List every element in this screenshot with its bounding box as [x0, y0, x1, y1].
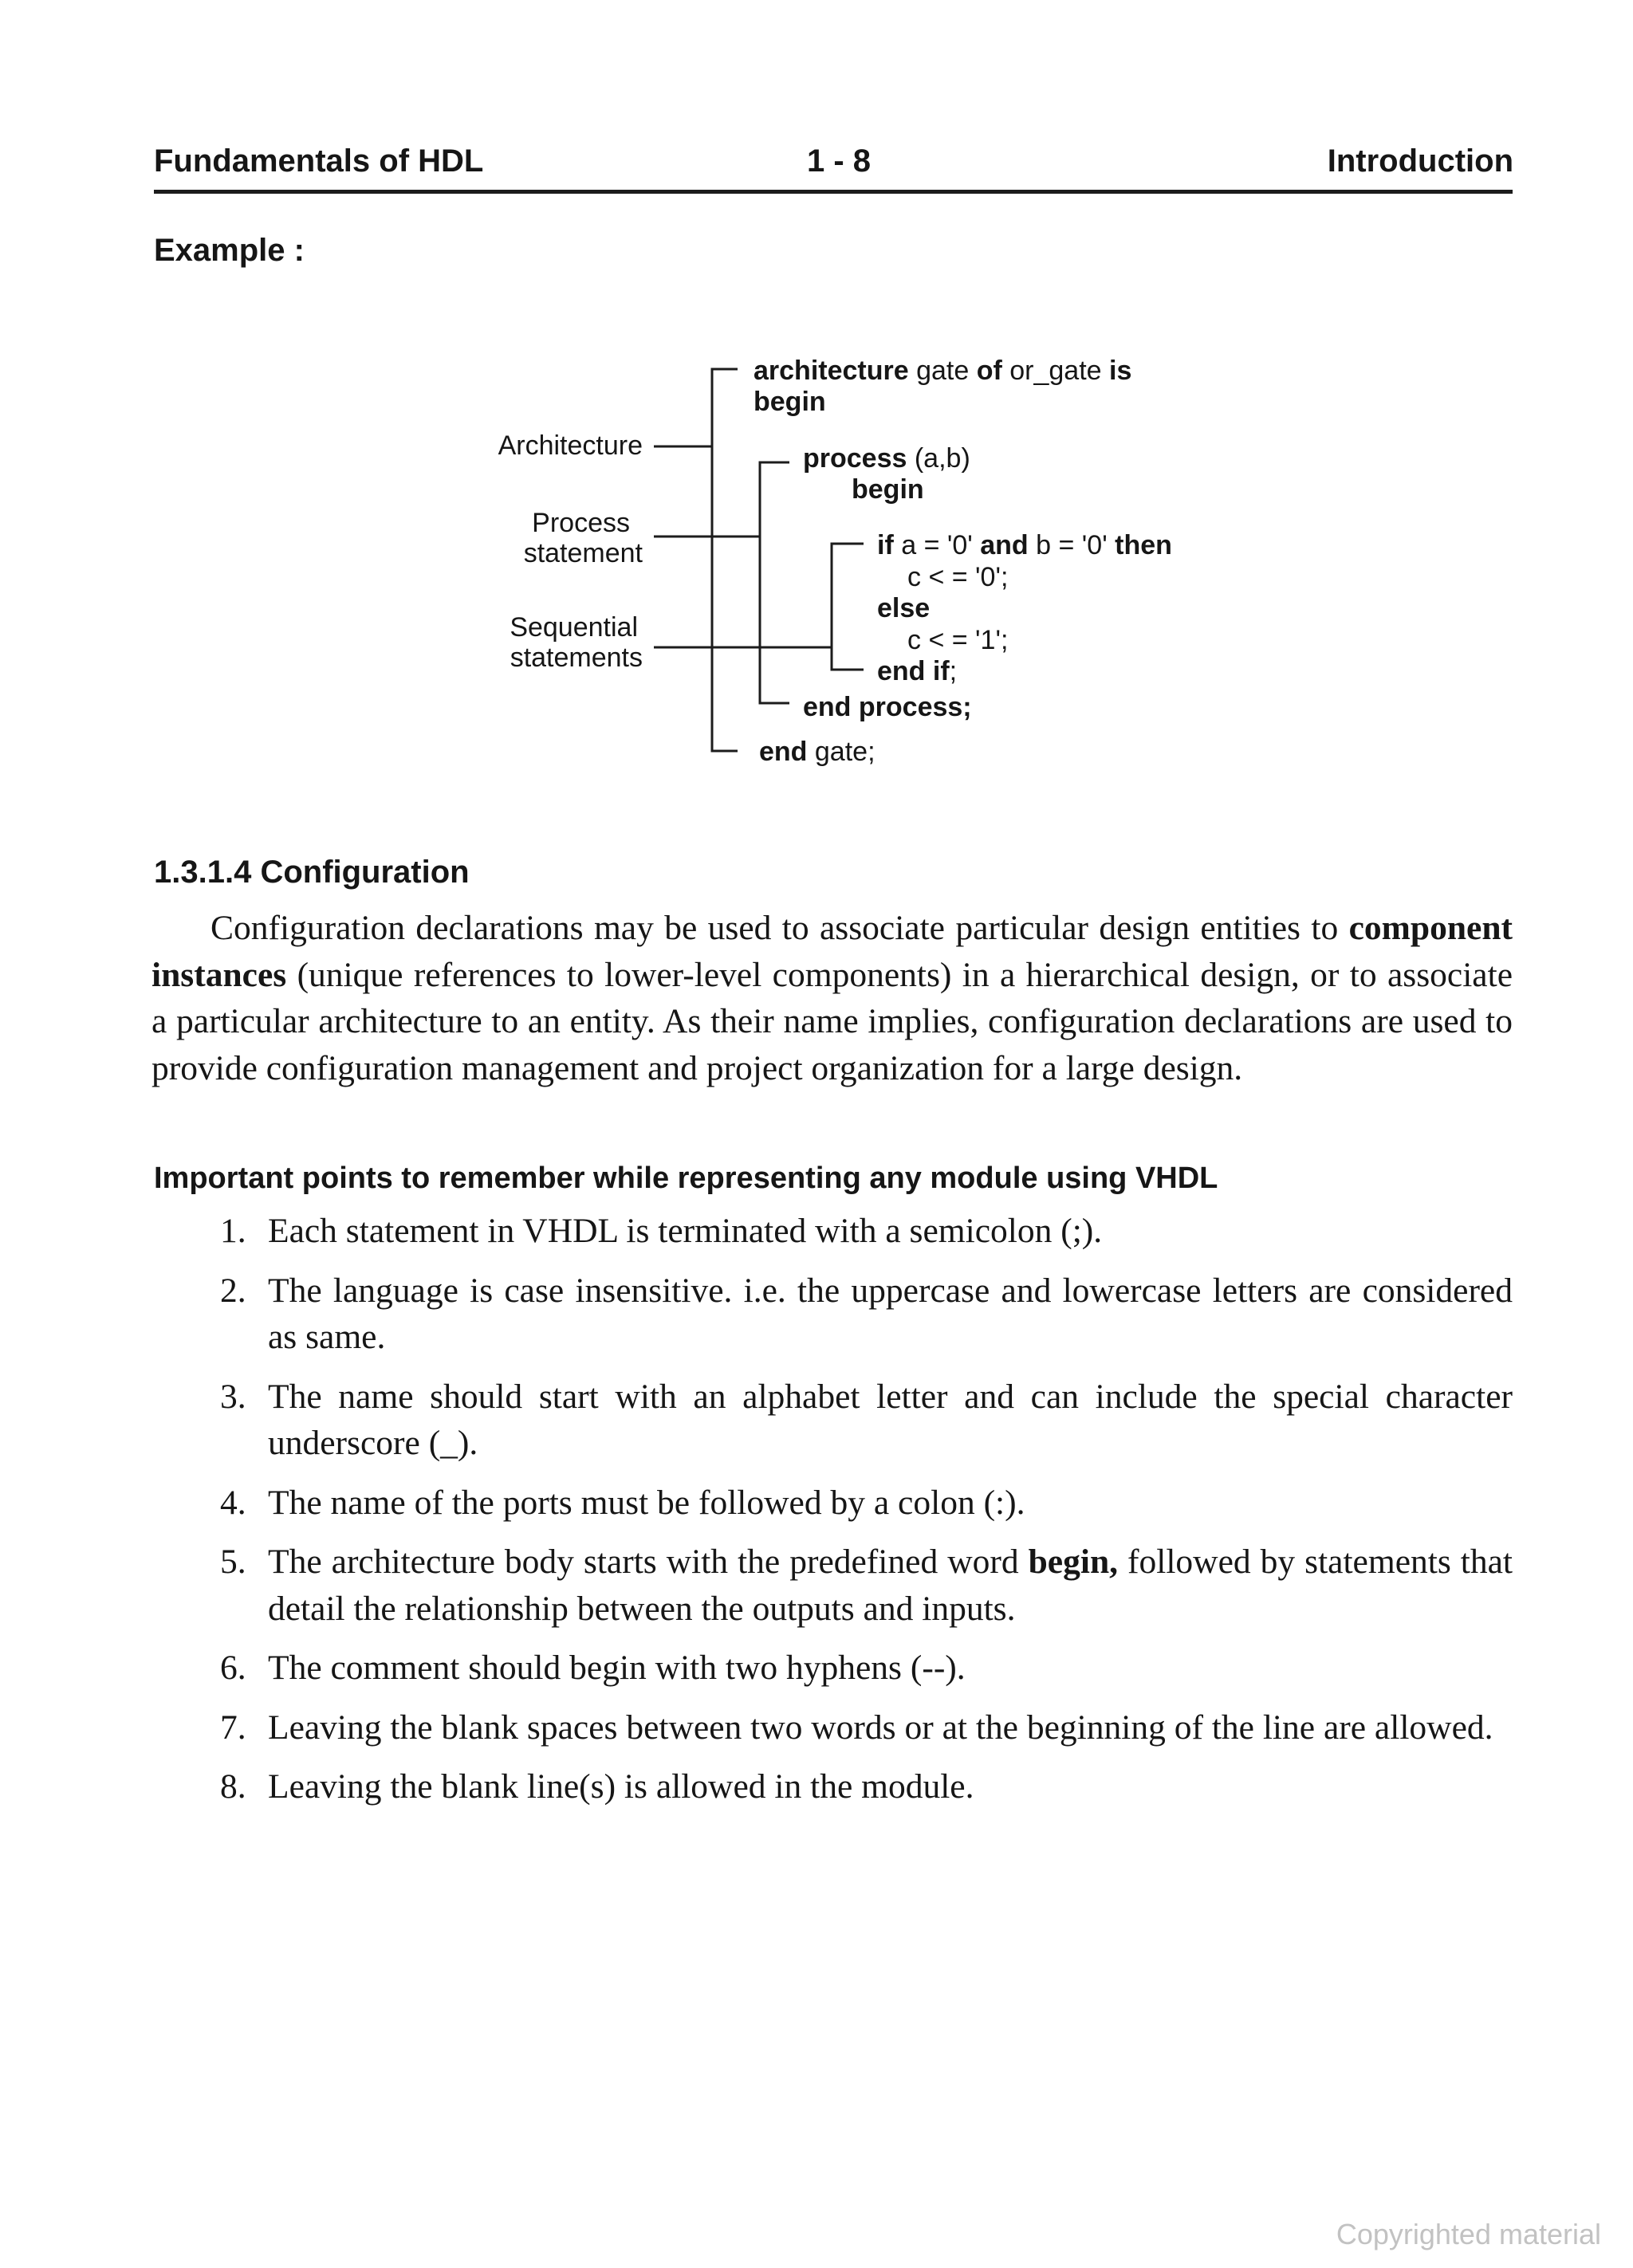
list-number: 8. — [220, 1767, 246, 1806]
list-item — [220, 1763, 1513, 1810]
list-item — [220, 1374, 1513, 1467]
code-else — [877, 593, 930, 623]
condition: b = '0' — [1028, 530, 1116, 560]
if-bracket — [832, 544, 864, 670]
running-header-chapter: Introduction — [1327, 143, 1513, 179]
identifier: (a,b) — [907, 443, 970, 474]
list-number: 1. — [220, 1212, 246, 1250]
code-end-process — [803, 692, 972, 722]
keyword: and — [980, 530, 1029, 560]
list-text: The comment should begin with two hyphens (--). — [268, 1649, 966, 1687]
list-text: The language is case insensitive. i.e. the uppercase and lowercase letters are considered as same. — [268, 1271, 1513, 1356]
list-text: Leaving the blank line(s) is allowed in the module. — [268, 1767, 974, 1806]
process-bracket — [760, 462, 789, 703]
list-item — [220, 1268, 1513, 1361]
list-item — [220, 1480, 1513, 1527]
label-sequential: Sequential — [510, 612, 638, 643]
architecture-bracket — [712, 369, 738, 751]
list-text-bold: begin, — [1028, 1543, 1119, 1581]
keyword: begin — [754, 387, 826, 417]
configuration-paragraph — [151, 905, 1513, 1091]
list-text: The name of the ports must be followed by a colon (:). — [268, 1483, 1025, 1522]
list-item — [220, 1208, 1513, 1255]
list-number: 3. — [220, 1377, 246, 1416]
list-text: Leaving the blank spaces between two words or at the beginning of the line are allowed. — [268, 1708, 1493, 1747]
section-heading: 1.3.1.4 Configuration — [154, 855, 470, 890]
keyword: begin — [852, 474, 924, 505]
paragraph-text: (unique references to lower-level components) in a hierarchical design, or to associate a particular architecture to an entity. As their name implies, configuration declarations are used to provide configuration management and project organization for a large design. — [151, 955, 1513, 1087]
list-item — [220, 1704, 1513, 1751]
points-list — [220, 1208, 1513, 1823]
identifier: gate; — [807, 737, 876, 767]
identifier: gate — [908, 356, 977, 386]
keyword: end — [759, 737, 808, 767]
page-number: 1 - 8 — [807, 143, 872, 179]
list-text: The architecture body starts with the predefined word — [268, 1543, 1029, 1581]
running-header-title: Fundamentals of HDL — [154, 143, 484, 179]
list-text: The name should start with an alphabet letter and can include the special character underscore (_). — [268, 1377, 1513, 1462]
code-end-gate — [759, 737, 876, 767]
code-assign-1: c < = '1'; — [907, 625, 1009, 655]
keyword: end if — [877, 656, 950, 686]
keyword: if — [877, 530, 894, 560]
keyword: then — [1115, 530, 1172, 560]
list-text: Each statement in VHDL is terminated with a semicolon (;). — [268, 1212, 1103, 1250]
keyword: architecture — [754, 356, 909, 386]
copyright-watermark: Copyrighted material — [1336, 2218, 1601, 2250]
label-process: Process — [532, 508, 630, 538]
list-number: 4. — [220, 1483, 246, 1522]
example-label: Example : — [154, 233, 305, 268]
paragraph-bold-term: component instances — [151, 909, 1513, 994]
code-begin-1 — [754, 387, 826, 417]
keyword: else — [877, 593, 931, 623]
keyword: of — [976, 356, 1002, 386]
label-architecture: Architecture — [498, 430, 643, 461]
code-if-line — [877, 530, 1172, 560]
keyword: is — [1109, 356, 1132, 386]
code-end-if — [877, 656, 957, 686]
label-sequential-statements: statements — [510, 643, 643, 673]
code-architecture-line — [754, 356, 1131, 386]
keyword: end process; — [803, 692, 972, 722]
list-number: 5. — [220, 1543, 246, 1581]
list-number: 7. — [220, 1708, 246, 1747]
code-begin-2 — [852, 474, 924, 505]
important-points-heading: Important points to remember while representing any module using VHDL — [154, 1162, 1218, 1195]
punctuation: ; — [949, 656, 958, 686]
condition: a = '0' — [893, 530, 981, 560]
list-number: 2. — [220, 1271, 246, 1310]
code-assign-0: c < = '0'; — [907, 562, 1009, 592]
keyword: process — [803, 443, 907, 474]
list-number: 6. — [220, 1649, 246, 1687]
code-process-line — [803, 443, 970, 474]
list-item — [220, 1539, 1513, 1632]
list-text: followed by statements that detail the relationship between the outputs and inputs. — [268, 1543, 1513, 1628]
label-process-statement: statement — [523, 538, 643, 568]
list-item — [220, 1645, 1513, 1692]
identifier: or_gate — [1001, 356, 1110, 386]
paragraph-text: Configuration declarations may be used to associate particular design entities to — [211, 909, 1349, 947]
